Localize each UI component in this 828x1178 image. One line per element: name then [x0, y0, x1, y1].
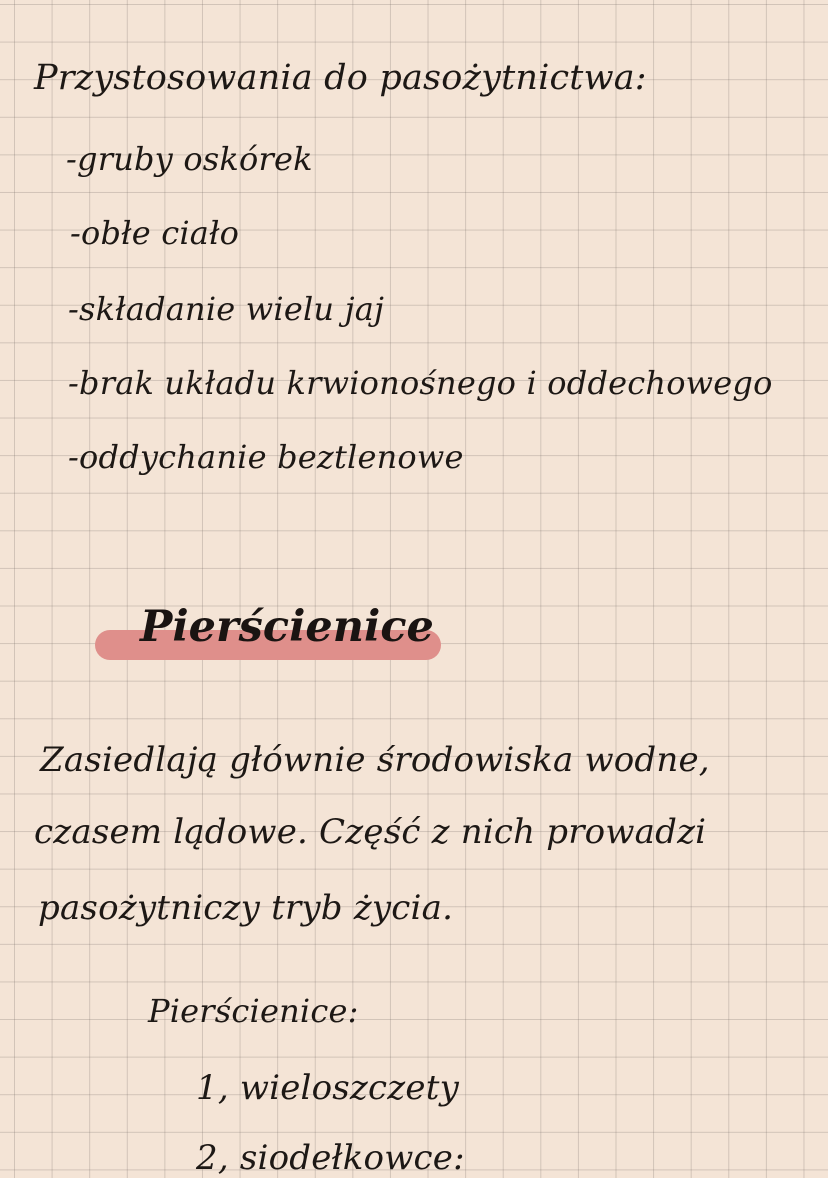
list-item: -oddychanie beztlenowe	[68, 438, 464, 476]
list-item: -gruby oskórek	[66, 140, 313, 178]
section-title: Pierścienice	[140, 602, 434, 652]
list-item: -obłe ciało	[70, 214, 240, 252]
paragraph-line: Zasiedlają głównie środowiska wodne,	[40, 740, 710, 780]
list-item: -brak układu krwionośnego i oddechowego	[68, 364, 773, 402]
numbered-item: 2, siodełkowce:	[196, 1138, 465, 1178]
numbered-item: 1, wieloszczety	[196, 1068, 459, 1108]
list-item: -składanie wielu jaj	[68, 290, 385, 328]
paragraph-line: czasem lądowe. Część z nich prowadzi	[34, 812, 707, 852]
adaptations-heading: Przystosowania do pasożytnictwa:	[34, 58, 647, 98]
classes-subheading: Pierścienice:	[148, 992, 359, 1030]
paragraph-line: pasożytniczy tryb życia.	[38, 888, 454, 928]
